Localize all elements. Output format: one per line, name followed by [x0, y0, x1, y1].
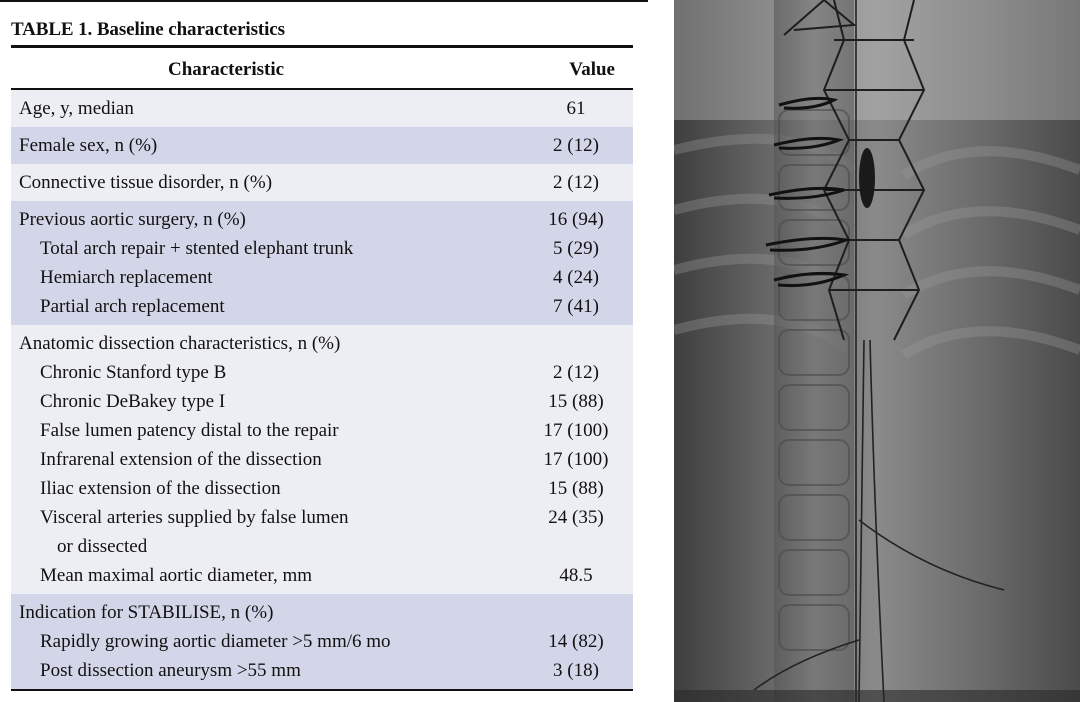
row-value: 16 (94)	[548, 209, 604, 230]
row-value: 17 (100)	[543, 449, 609, 470]
table-row	[11, 168, 633, 197]
row-label: Connective tissue disorder, n (%)	[19, 172, 273, 193]
row-label: Partial arch replacement	[40, 296, 225, 317]
row-group	[11, 594, 633, 689]
baseline-table	[11, 45, 633, 691]
table-body	[11, 90, 633, 689]
row-label: or dissected	[57, 536, 148, 557]
row-label: Anatomic dissection characteristics, n (%)	[19, 333, 341, 354]
row-value: 4 (24)	[553, 267, 599, 288]
table-row	[11, 387, 633, 416]
table-row	[11, 131, 633, 160]
column-header-value: Value	[569, 59, 615, 80]
row-label: Total arch repair + stented elephant trunk	[40, 238, 354, 259]
table-row	[11, 94, 633, 123]
row-value: 48.5	[559, 565, 593, 586]
fluoroscopy-image	[674, 0, 1080, 702]
row-label: Mean maximal aortic diameter, mm	[40, 565, 313, 586]
top-rule	[0, 0, 648, 2]
table-row	[11, 503, 633, 532]
row-value: 3 (18)	[553, 660, 599, 681]
row-label: Female sex, n (%)	[19, 135, 158, 156]
table-row	[11, 416, 633, 445]
table-row	[11, 292, 633, 321]
row-group	[11, 201, 633, 325]
table-row	[11, 329, 633, 358]
row-value: 5 (29)	[553, 238, 599, 259]
column-header-characteristic: Characteristic	[167, 59, 285, 80]
row-value: 2 (12)	[553, 172, 599, 193]
row-value: 15 (88)	[548, 391, 604, 412]
row-label: Post dissection aneurysm >55 mm	[40, 660, 301, 681]
row-value: 61	[566, 98, 586, 119]
row-label: Iliac extension of the dissection	[40, 478, 281, 499]
table-row	[11, 561, 633, 590]
row-group	[11, 164, 633, 201]
table-header	[11, 48, 633, 88]
row-group	[11, 127, 633, 164]
table-row	[11, 627, 633, 656]
table-row	[11, 656, 633, 685]
row-label: Hemiarch replacement	[40, 267, 213, 288]
table-row	[11, 263, 633, 292]
row-group	[11, 325, 633, 594]
row-value: 2 (12)	[553, 135, 599, 156]
row-label: Indication for STABILISE, n (%)	[19, 602, 274, 623]
row-value: 2 (12)	[553, 362, 599, 383]
table-row	[11, 358, 633, 387]
row-value: 24 (35)	[548, 507, 604, 528]
row-label: Chronic Stanford type B	[40, 362, 227, 383]
row-label: Infrarenal extension of the dissection	[40, 449, 322, 470]
row-value: 15 (88)	[548, 478, 604, 499]
table-row	[11, 445, 633, 474]
table-row	[11, 598, 633, 627]
row-label: Rapidly growing aortic diameter >5 mm/6 mo	[40, 631, 391, 652]
table-row	[11, 532, 633, 561]
row-label: Previous aortic surgery, n (%)	[19, 209, 246, 230]
row-value: 7 (41)	[553, 296, 599, 317]
row-label: False lumen patency distal to the repair	[40, 420, 339, 441]
row-label: Age, y, median	[19, 98, 134, 119]
row-group	[11, 90, 633, 127]
table-title: TABLE 1. Baseline characteristics	[11, 19, 285, 40]
row-label: Chronic DeBakey type I	[40, 391, 226, 412]
row-value: 14 (82)	[548, 631, 604, 652]
row-label: Visceral arteries supplied by false lumen	[40, 507, 349, 528]
table-bottom-rule	[11, 689, 633, 691]
table-row	[11, 234, 633, 263]
table-row	[11, 474, 633, 503]
table-row	[11, 205, 633, 234]
row-value: 17 (100)	[543, 420, 609, 441]
